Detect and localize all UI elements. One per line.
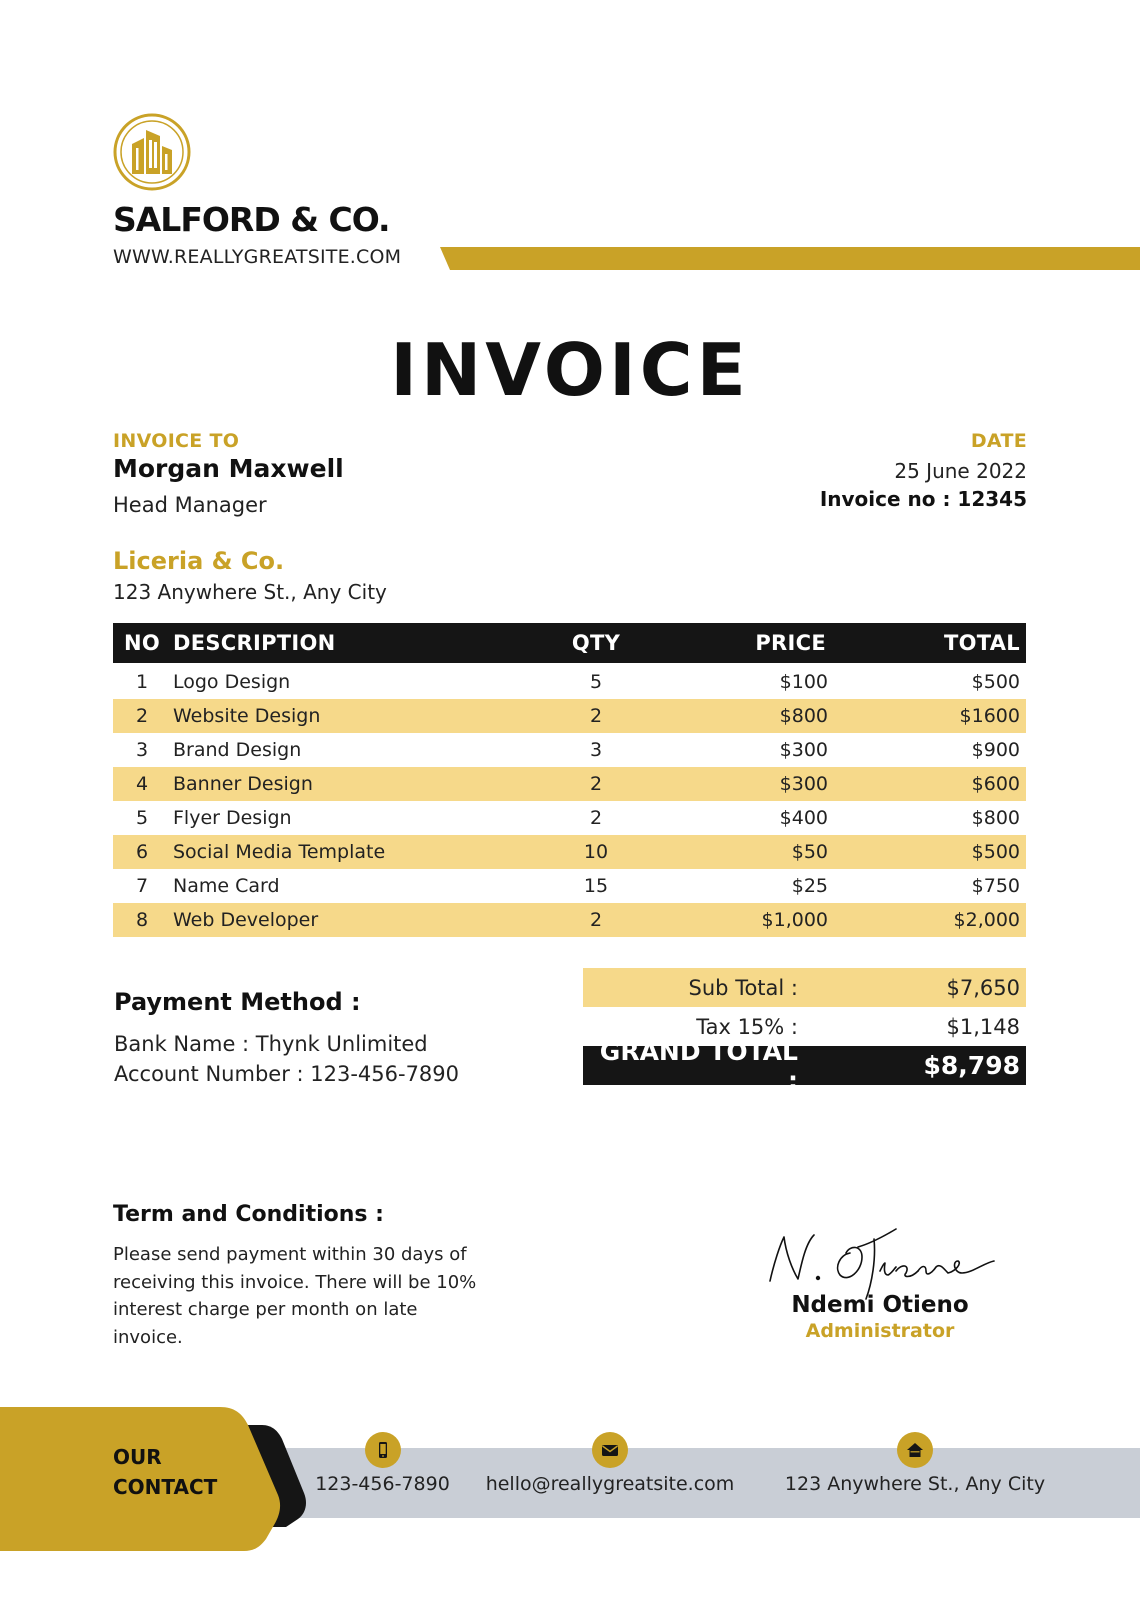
header-no: NO — [123, 631, 161, 655]
row-qty: 2 — [589, 909, 603, 931]
row-no: 7 — [135, 875, 149, 897]
footer-phone[interactable]: 123-456-7890 — [315, 1473, 450, 1495]
client-role: Head Manager — [113, 493, 267, 517]
footer-address: 123 Anywhere St., Any City — [784, 1473, 1046, 1495]
date-block — [820, 430, 1027, 511]
row-total: $900 — [971, 739, 1020, 761]
table-row — [113, 767, 1026, 801]
contact-address — [775, 1432, 1055, 1495]
client-name: Morgan Maxwell — [113, 454, 344, 483]
row-price: $50 — [791, 841, 828, 863]
document-title: INVOICE — [390, 328, 750, 412]
footer-label — [113, 1442, 217, 1502]
grand-total-value: $8,798 — [923, 1051, 1020, 1080]
totals-block — [583, 968, 1026, 1095]
row-no: 2 — [135, 705, 149, 727]
row-description: Banner Design — [173, 773, 313, 795]
row-description: Social Media Template — [173, 841, 386, 863]
payment-method-title: Payment Method : — [114, 988, 361, 1016]
row-price: $300 — [779, 773, 828, 795]
row-price: $400 — [779, 807, 828, 829]
table-row — [113, 733, 1026, 767]
row-no: 1 — [135, 671, 149, 693]
tax-value: $1,148 — [946, 1014, 1020, 1039]
home-icon — [897, 1432, 933, 1468]
row-price: $1,000 — [761, 909, 828, 931]
footer-label-line2: CONTACT — [113, 1475, 218, 1499]
bank-name: Bank Name : Thynk Unlimited — [114, 1032, 428, 1056]
table-row — [113, 801, 1026, 835]
row-total: $2,000 — [953, 909, 1020, 931]
row-qty: 15 — [583, 875, 609, 897]
table-row — [113, 835, 1026, 869]
row-no: 5 — [135, 807, 149, 829]
header-description: DESCRIPTION — [173, 631, 336, 655]
header-total: TOTAL — [943, 631, 1020, 655]
row-total: $1600 — [959, 705, 1020, 727]
company-website: WWW.REALLYGREATSITE.COM — [113, 246, 402, 268]
invoice-number: Invoice no : 12345 — [819, 487, 1027, 511]
terms-text: Please send payment within 30 days of receiving this invoice. There will be 10% interest charge per month on late invoice. — [113, 1244, 477, 1348]
subtotal-label: Sub Total : — [688, 975, 798, 1000]
row-no: 3 — [135, 739, 149, 761]
signatory-title: Administrator — [805, 1320, 955, 1342]
contact-email — [478, 1432, 742, 1495]
row-total: $600 — [971, 773, 1020, 795]
row-total: $500 — [971, 671, 1020, 693]
row-description: Logo Design — [173, 671, 291, 693]
subtotal-row — [583, 968, 1026, 1007]
row-qty: 2 — [589, 705, 603, 727]
row-description: Flyer Design — [173, 807, 292, 829]
row-description: Web Developer — [173, 909, 319, 931]
items-table — [113, 623, 1026, 937]
row-total: $750 — [971, 875, 1020, 897]
row-no: 8 — [135, 909, 149, 931]
grand-total-label: GRAND TOTAL : — [599, 1036, 798, 1095]
row-qty: 2 — [589, 773, 603, 795]
grand-total-row — [583, 1036, 1026, 1095]
table-row — [113, 903, 1026, 937]
invoice-to-label: INVOICE TO — [113, 430, 240, 452]
envelope-icon — [592, 1432, 628, 1468]
client-company: Liceria & Co. — [113, 547, 285, 575]
invoice-date: 25 June 2022 — [894, 459, 1027, 483]
company-name: SALFORD & CO. — [113, 200, 390, 239]
header-accent-bar — [440, 247, 1140, 270]
table-row — [113, 699, 1026, 733]
row-total: $500 — [971, 841, 1020, 863]
company-logo-icon — [112, 112, 192, 192]
row-qty: 10 — [583, 841, 609, 863]
row-price: $300 — [779, 739, 828, 761]
row-no: 4 — [135, 773, 149, 795]
tax-label: Tax 15% : — [696, 1014, 798, 1039]
signatory-name: Ndemi Otieno — [791, 1292, 969, 1318]
header-price: PRICE — [755, 631, 826, 655]
subtotal-value: $7,650 — [946, 975, 1020, 1000]
row-qty: 3 — [589, 739, 603, 761]
row-description: Website Design — [173, 705, 321, 727]
footer-label-line1: OUR — [113, 1445, 162, 1469]
row-description: Name Card — [173, 875, 280, 897]
row-qty: 2 — [589, 807, 603, 829]
row-qty: 5 — [589, 671, 603, 693]
signature — [762, 1223, 1012, 1303]
row-total: $800 — [971, 807, 1020, 829]
client-address: 123 Anywhere St., Any City — [113, 580, 387, 604]
row-price: $25 — [791, 875, 828, 897]
footer-email[interactable]: hello@reallygreatsite.com — [485, 1473, 735, 1495]
account-number: Account Number : 123-456-7890 — [114, 1062, 460, 1086]
terms-title: Term and Conditions : — [113, 1202, 384, 1227]
table-row — [113, 869, 1026, 903]
row-price: $100 — [779, 671, 828, 693]
phone-icon — [365, 1432, 401, 1468]
header-qty: QTY — [571, 631, 621, 655]
row-no: 6 — [135, 841, 149, 863]
table-row — [113, 665, 1026, 699]
contact-phone — [300, 1432, 465, 1495]
row-price: $800 — [779, 705, 828, 727]
row-description: Brand Design — [173, 739, 302, 761]
table-header — [113, 623, 1026, 663]
date-label: DATE — [970, 430, 1027, 452]
